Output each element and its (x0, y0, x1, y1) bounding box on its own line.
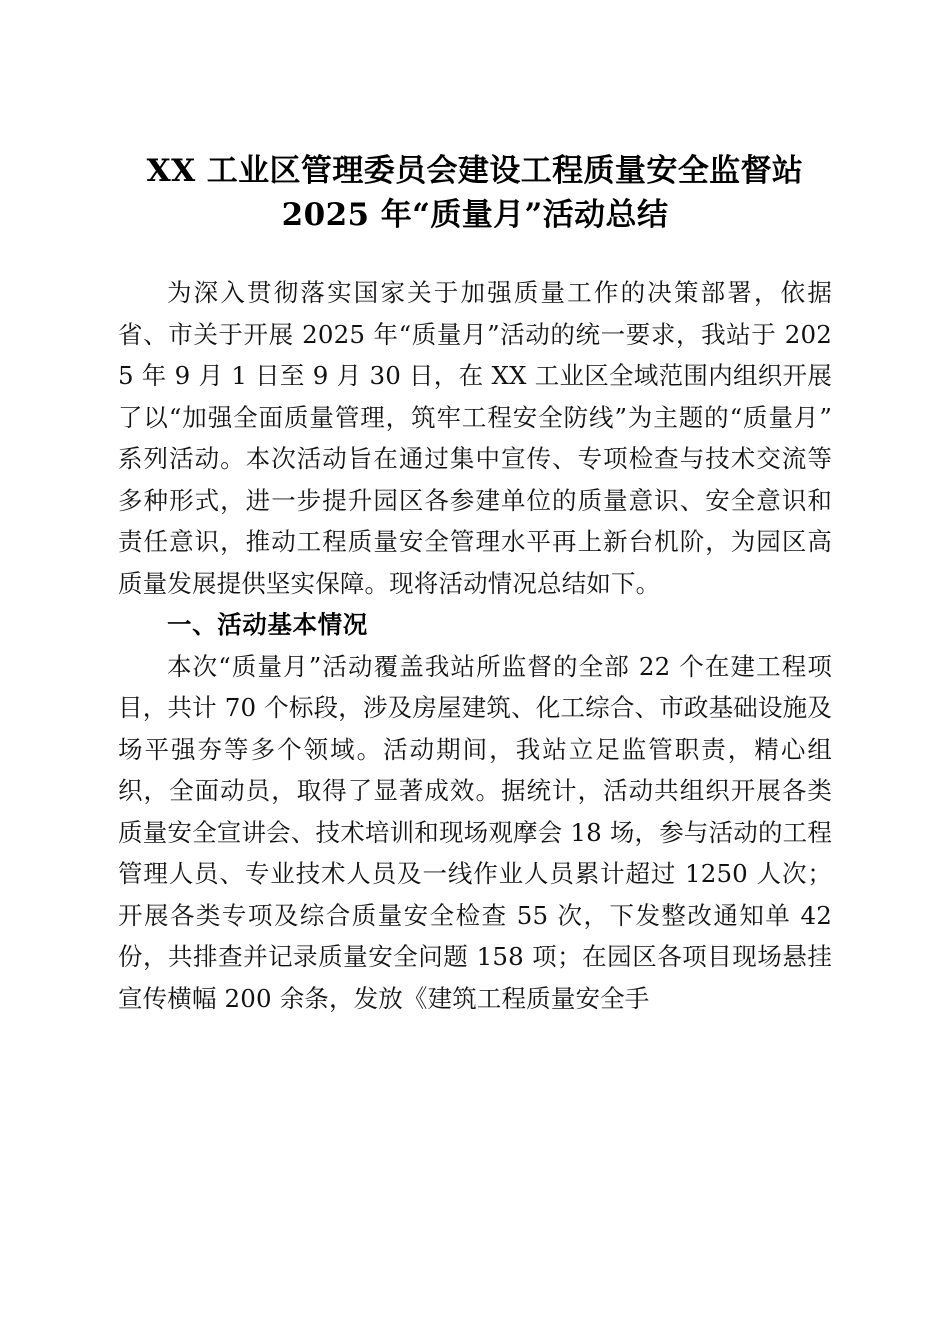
document-body (118, 272, 832, 1019)
section-heading-activity-overview: 一、活动基本情况 (167, 610, 368, 639)
paragraph-activity-overview: 本次“质量月”活动覆盖我站所监督的全部 22 个在建工程项目，共计 70 个标段，涉及房屋建筑、化工综合、市政基础设施及场平强夯等多个领域。活动期间，我站立足监管职责，精心组织，全面动员，取得了显著成效。据统计，活动共组织开展各类质量安全宣讲会、技术培训和现场观摩会 18 场，参与活动的工程管理人员、专业技术人员及一线作业人员累计超过 1250 人次；开展各类专项及综合质量安全检查 55 次，下发整改通知单 42 份，共排查并记录质量安全问题 158 项；在园区各项目现场悬挂宣传横幅 200 余条，发放《建筑工程质量安全手 (118, 651, 832, 1013)
page-title: XX 工业区管理委员会建设工程质量安全监督站 2025 年“质量月”活动总结 (146, 152, 804, 233)
paragraph-introduction: 为深入贯彻落实国家关于加强质量工作的决策部署，依据省、市关于开展 2025 年“质量月”活动的统一要求，我站于 2025 年 9 月 1 日至 9 月 30 日，在 XX 工业区全域范围内组织开展了以“加强全面质量管理，筑牢工程安全防线”为主题的“质量月”系列活动。本次活动旨在通过集中宣传、专项检查与技术交流等多种形式，进一步提升园区各参建单位的质量意识、安全意识和责任意识，推动工程质量安全管理水平再上新台机阶，为园区高质量发展提供坚实保障。现将活动情况总结如下。 (118, 278, 832, 598)
